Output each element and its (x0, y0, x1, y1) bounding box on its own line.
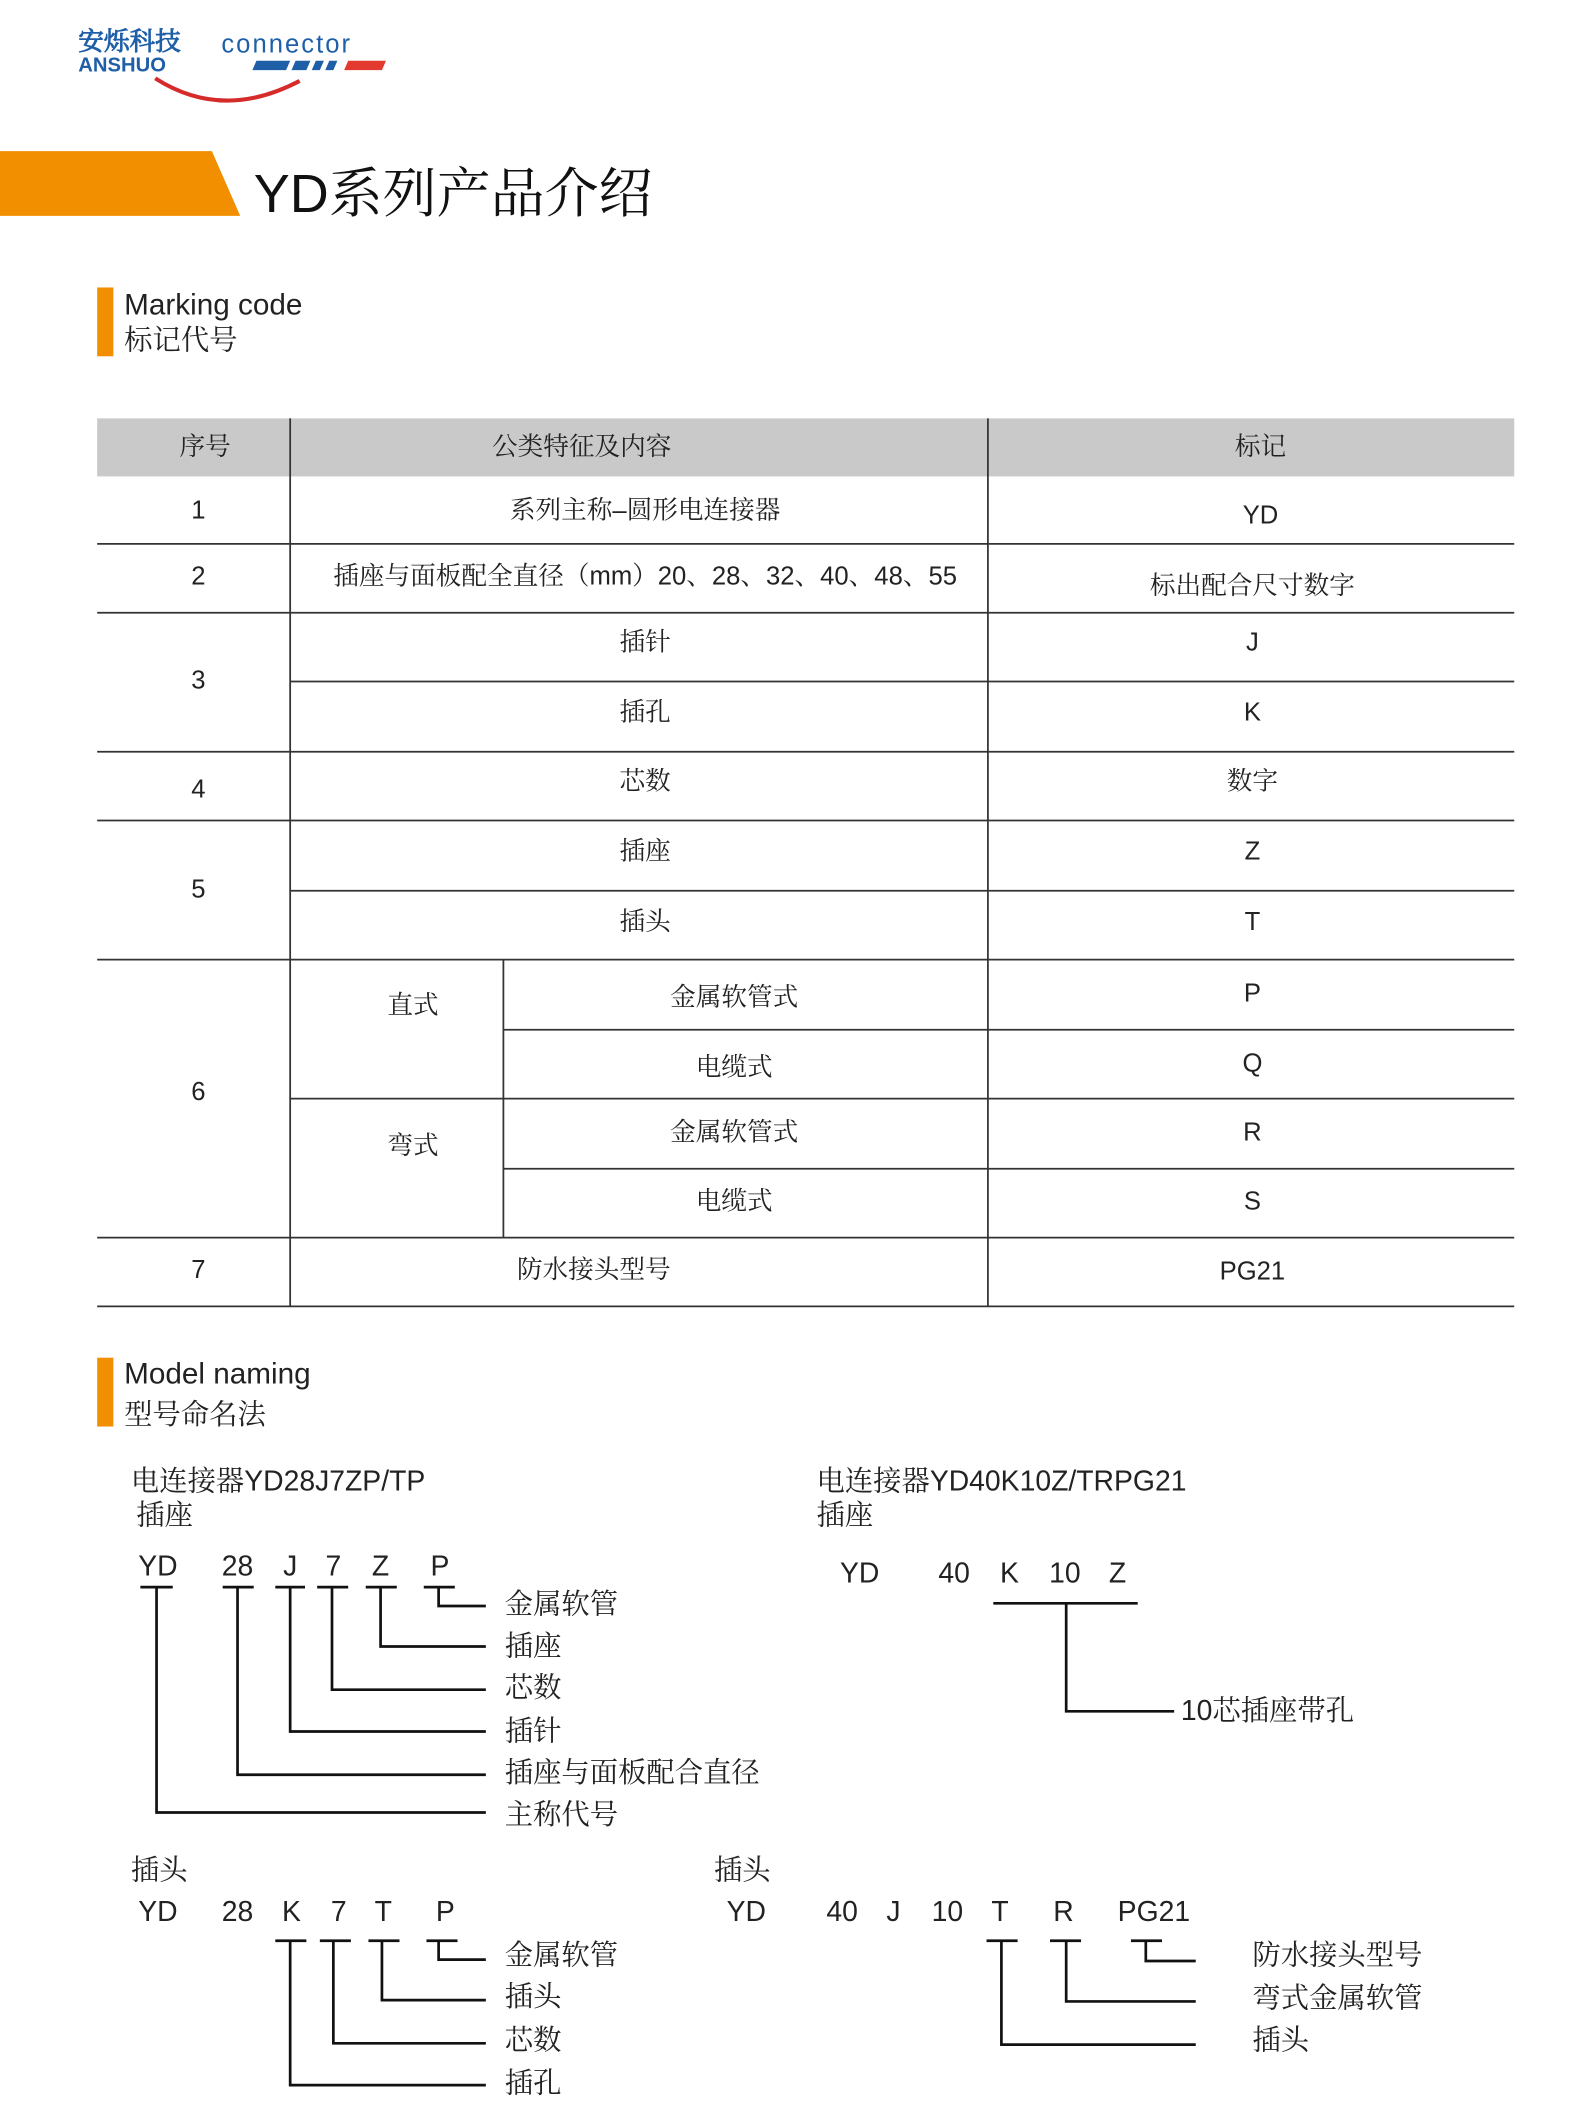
company-logo (78, 27, 386, 101)
row-mark: J (1246, 628, 1259, 657)
row-no: 1 (191, 496, 206, 525)
row-no: 7 (191, 1256, 206, 1285)
code-part: PG21 (1117, 1896, 1191, 1929)
code-meaning: 弯式金属软管 (1252, 1982, 1423, 2015)
code-meaning: 插头 (504, 1981, 562, 2014)
marking-code-table (97, 418, 1514, 1306)
bracket-lines (275, 1941, 486, 2085)
row-content: 插座 (619, 837, 671, 866)
row-group-label: 弯式 (387, 1131, 439, 1160)
example-subtitle: 插座 (816, 1499, 874, 1532)
section-title-en: Marking code (124, 288, 303, 322)
row-content: 电缆式 (695, 1053, 773, 1082)
row-no: 6 (191, 1077, 206, 1106)
table-header-bg (97, 418, 1514, 476)
column-header-content: 公类特征及内容 (491, 432, 672, 461)
code-part: YD (138, 1550, 178, 1583)
header-accent-bar (0, 151, 240, 216)
code-part: 28 (221, 1550, 254, 1583)
row-mark: P (1243, 979, 1261, 1008)
section-title-cn: 标记代号 (124, 324, 238, 357)
code-meaning: 插头 (1252, 2024, 1310, 2057)
code-part: 40 (826, 1896, 858, 1929)
code-part: J (886, 1896, 901, 1929)
code-part: YD (840, 1557, 880, 1590)
row-mark: Z (1244, 837, 1261, 866)
row-content: 电缆式 (695, 1187, 773, 1216)
code-part: YD (726, 1896, 767, 1929)
code-part: 7 (325, 1550, 342, 1583)
code-meaning: 主称代号 (504, 1799, 619, 1832)
column-header-no: 序号 (179, 432, 231, 461)
row-mark: 标出配合尺寸数字 (1149, 571, 1355, 600)
row-group-label: 直式 (387, 991, 439, 1020)
example-title: 电连接器YD40K10Z/TRPG21 (816, 1465, 1187, 1498)
code-meaning: 芯数 (504, 2024, 562, 2057)
row-mark: K (1243, 698, 1261, 727)
row-content: 插针 (619, 628, 671, 657)
row-mark: YD (1242, 501, 1279, 530)
section-title-en: Model naming (124, 1357, 311, 1391)
code-meaning: 10芯插座带孔 (1180, 1695, 1355, 1728)
code-part: Z (371, 1550, 390, 1583)
code-part: YD (138, 1896, 178, 1929)
row-no: 4 (191, 775, 206, 804)
column-header-mark: 标记 (1234, 432, 1287, 461)
example1-plug-diagram (131, 1854, 618, 2099)
code-part: 7 (330, 1896, 347, 1929)
example-subtitle: 插头 (130, 1854, 188, 1887)
example2-plug-diagram (714, 1854, 1422, 2056)
section-marker (97, 287, 113, 356)
code-meaning: 防水接头型号 (1252, 1939, 1423, 1972)
code-part: 10 (931, 1896, 964, 1929)
code-part: K (1000, 1557, 1019, 1590)
code-part: P (430, 1550, 450, 1583)
logo-stripes-icon (252, 61, 386, 70)
code-part: K (282, 1896, 301, 1929)
bracket-lines (987, 1941, 1196, 2045)
row-no: 2 (191, 562, 206, 591)
row-content: 系列主称–圆形电连接器 (509, 496, 781, 525)
row-content: 插头 (619, 907, 671, 936)
row-content: 插座与面板配全直径（mm）20、28、32、40、48、55 (333, 562, 957, 591)
code-meaning: 插座 (504, 1630, 562, 1663)
bracket-lines (140, 1587, 485, 1812)
code-meaning: 插针 (504, 1715, 562, 1748)
bracket-lines (993, 1603, 1174, 1711)
row-mark: T (1244, 907, 1261, 936)
code-part: 40 (938, 1557, 970, 1590)
example2-socket-diagram (817, 1466, 1355, 1727)
code-part: P (435, 1896, 455, 1929)
row-mark: S (1243, 1187, 1261, 1216)
code-part: J (283, 1550, 298, 1583)
code-meaning: 插座与面板配合直径 (504, 1757, 760, 1790)
row-content: 插孔 (619, 698, 671, 727)
code-part: Z (1108, 1557, 1127, 1590)
code-part: 28 (221, 1896, 254, 1929)
example1-socket-diagram (131, 1466, 760, 1831)
code-part: 10 (1049, 1557, 1081, 1590)
section-marker (97, 1358, 113, 1427)
code-meaning: 金属软管 (504, 1588, 619, 1621)
example-title: 电连接器YD28J7ZP/TP (130, 1465, 426, 1498)
row-mark: 数字 (1226, 767, 1279, 796)
code-part: R (1053, 1896, 1074, 1929)
row-content: 金属软管式 (670, 983, 799, 1012)
row-mark: PG21 (1219, 1257, 1286, 1286)
row-mark: Q (1242, 1049, 1263, 1078)
logo-tagline: connector (221, 30, 353, 59)
example-subtitle: 插头 (713, 1854, 771, 1887)
row-mark: R (1243, 1118, 1262, 1147)
example-subtitle: 插座 (136, 1499, 193, 1532)
row-content: 金属软管式 (670, 1118, 799, 1147)
logo-arc-icon (155, 78, 299, 100)
row-no: 5 (191, 875, 206, 904)
row-content: 防水接头型号 (516, 1256, 671, 1285)
code-part: T (991, 1896, 1009, 1929)
row-content: 芯数 (619, 767, 671, 796)
logo-en: ANSHUO (78, 54, 166, 77)
code-meaning: 金属软管 (504, 1939, 619, 1972)
logo-cn: 安烁科技 (78, 27, 181, 56)
page-title: YD系列产品介绍 (253, 163, 653, 224)
section-title-cn: 型号命名法 (124, 1398, 266, 1431)
code-meaning: 插孔 (504, 2067, 562, 2100)
code-meaning: 芯数 (504, 1672, 562, 1705)
row-no: 3 (191, 666, 206, 695)
code-part: T (374, 1896, 392, 1929)
